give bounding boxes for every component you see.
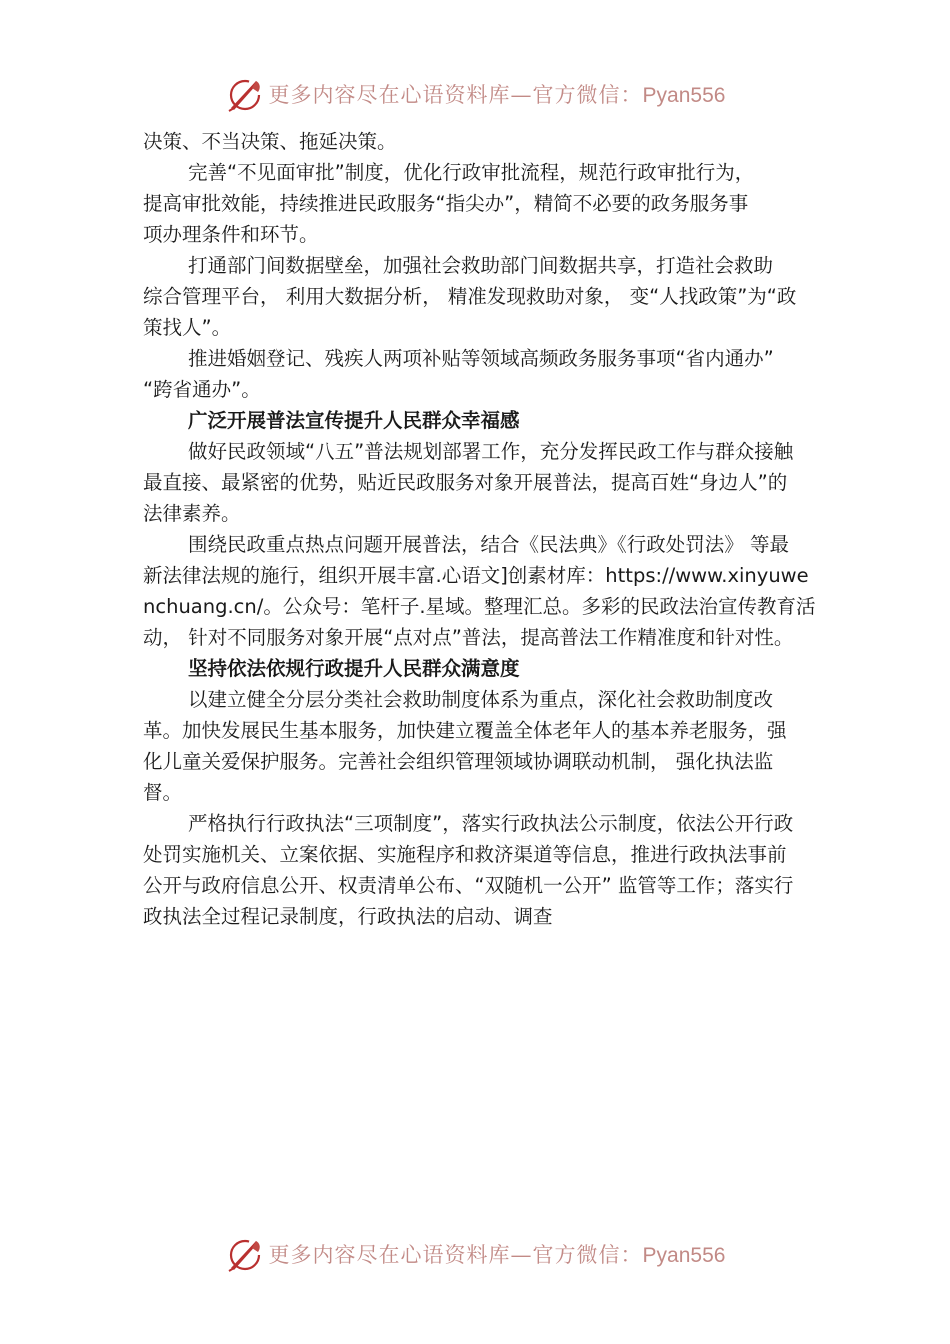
watermark-wechat-handle: Pyan556 — [642, 1244, 726, 1267]
section-heading: 坚持依法依规行政提升人民群众满意度 — [188, 657, 520, 680]
body-text-line: nchuang.cn/。公众号：笔杆子.星域。整理汇总。多彩的民政法治宣传教育活 — [143, 595, 816, 618]
body-text-line: 督。 — [143, 781, 183, 804]
body-text-line: 打通部门间数据壁垒，加强社会救助部门间数据共享，打造社会救助 — [188, 254, 774, 277]
body-text-line: 法律素养。 — [143, 502, 241, 525]
watermark-label: 更多内容尽在心语资料库—官方微信： — [268, 83, 643, 107]
body-text-line: 推进婚姻登记、残疾人两项补贴等领域高频政务服务事项“省内通办” — [188, 347, 774, 370]
watermark-label: 更多内容尽在心语资料库—官方微信： — [268, 1243, 643, 1267]
body-text-line: “跨省通办”。 — [143, 378, 261, 401]
body-text-line: 严格执行行政执法“三项制度”，落实行政执法公示制度，依法公开行政 — [188, 812, 794, 835]
body-text-line: 项办理条件和环节。 — [143, 223, 319, 246]
footer-watermark — [0, 1232, 950, 1276]
watermark-text — [269, 1239, 726, 1269]
body-text-line: 围绕民政重点热点问题开展普法，结合《民法典》《行政处罚法》 等最 — [188, 533, 789, 556]
quill-logo-icon — [225, 74, 265, 114]
header-watermark — [0, 72, 950, 116]
body-text-line: 以建立健全分层分类社会救助制度体系为重点，深化社会救助制度改 — [188, 688, 774, 711]
body-text-line: 公开与政府信息公开、权责清单公布、“双随机一公开” 监管等工作；落实行 — [143, 874, 794, 897]
body-text-line: 最直接、最紧密的优势，贴近民政服务对象开展普法，提高百姓“身边人”的 — [143, 471, 788, 494]
body-text-line: 决策、不当决策、拖延决策。 — [143, 130, 397, 153]
quill-logo-icon — [225, 1234, 265, 1274]
body-text-line: 做好民政领域“八五”普法规划部署工作，充分发挥民政工作与群众接触 — [188, 440, 794, 463]
section-heading: 广泛开展普法宣传提升人民群众幸福感 — [188, 409, 520, 432]
body-text-line: 提高审批效能，持续推进民政服务“指尖办”，精简不必要的政务服务事 — [143, 192, 749, 215]
watermark-wechat-handle: Pyan556 — [642, 84, 726, 107]
watermark-text — [269, 79, 726, 109]
body-text-line: 政执法全过程记录制度，行政执法的启动、调查 — [143, 905, 553, 928]
body-text-line: 完善“不见面审批”制度，优化行政审批流程，规范行政审批行为， — [188, 161, 755, 184]
body-text-line: 动， 针对不同服务对象开展“点对点”普法，提高普法工作精准度和针对性。 — [143, 626, 794, 649]
body-text-line: 综合管理平台， 利用大数据分析， 精准发现救助对象， 变“人找政策”为“政 — [143, 285, 797, 308]
body-text-line: 化儿童关爱保护服务。完善社会组织管理领域协调联动机制， 强化执法监 — [143, 750, 774, 773]
body-text-line: 策找人”。 — [143, 316, 232, 339]
body-text-line: 新法律法规的施行，组织开展丰富.心语文]创素材库：https://www.xinyuwe — [143, 564, 809, 587]
body-text-line: 处罚实施机关、立案依据、实施程序和救济渠道等信息，推进行政执法事前 — [143, 843, 787, 866]
document-body — [143, 126, 833, 932]
body-text-line: 革。加快发展民生基本服务，加快建立覆盖全体老年人的基本养老服务，强 — [143, 719, 787, 742]
